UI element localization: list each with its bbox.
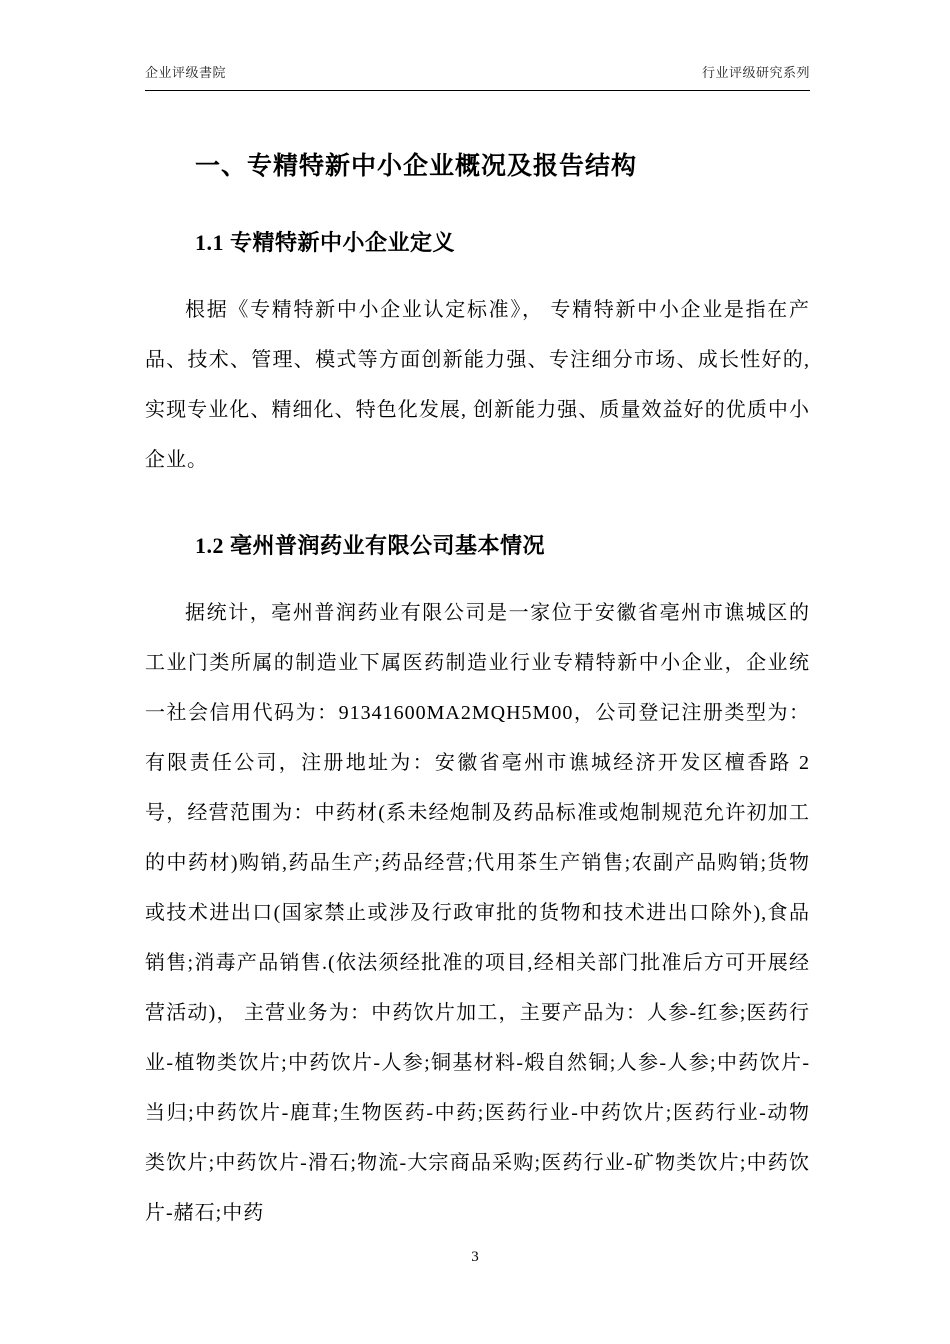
paragraph-company-info: 据统计，亳州普润药业有限公司是一家位于安徽省亳州市谯城区的工业门类所属的制造业下属医药制造业行业专精特新中小企业，企业统一社会信用代码为：91341600MA2MQH5M00，公司登记注册类型为：有限责任公司，注册地址为：安徽省亳州市谯城经济开发区檀香路 2 号，经营范围为：中药材(系未经炮制及药品标准或炮制规范允许初加工的中药材)购销,药品生产;药品经营;代用茶生产销售;农副产品购销;货物或技术进出口(国家禁止或涉及行政审批的货物和技术进出口除外),食品销售;消毒产品销售.(依法须经批准的项目,经相关部门批准后方可开展经营活动)， 主营业务为：中药饮片加工，主要产品为：人参-红参;医药行业-植物类饮片;中药饮片-人参;铜基材料-煅自然铜;人参-人参;中药饮片-当归;中药饮片-鹿茸;生物医药-中药;医药行业-中药饮片;医药行业-动物类饮片;中药饮片-滑石;物流-大宗商品采购;医药行业-矿物类饮片;中药饮片-赭石;中药	[145, 602, 810, 1224]
page-footer	[0, 1249, 950, 1266]
document-body	[145, 146, 810, 1238]
page-header	[145, 62, 810, 91]
section-title: 一、专精特新中小企业概况及报告结构	[195, 153, 638, 180]
header-right-text: 行业评级研究系列	[701, 65, 810, 80]
paragraph-sme-definition: 根据《专精特新中小企业认定标准》， 专精特新中小企业是指在产品、技术、管理、模式等方面创新能力强、专注细分市场、成长性好的, 实现专业化、精细化、特色化发展, 创新能力强、质量效益好的优质中小企业。	[145, 299, 810, 471]
header-left-text: 企业评级書院	[145, 65, 227, 80]
subsection-heading-1-1: 1.1 专精特新中小企业定义	[195, 230, 456, 255]
subsection-heading-1-2: 1.2 亳州普润药业有限公司基本情况	[195, 533, 546, 558]
page-number: 3	[471, 1249, 479, 1265]
